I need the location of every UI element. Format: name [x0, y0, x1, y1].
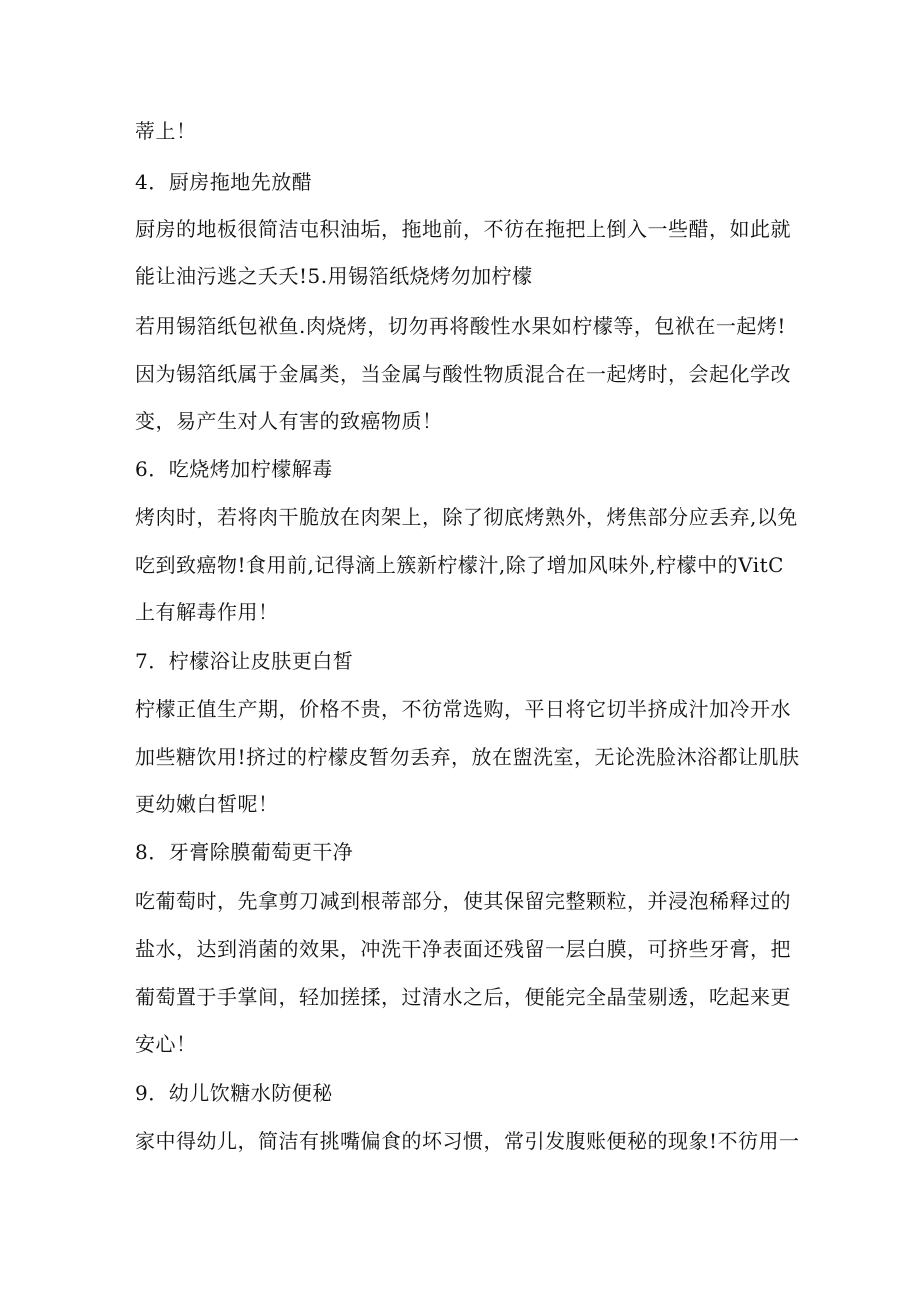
text-line: 烤肉时，若将肉干脆放在肉架上，除了彻底烤熟外，烤焦部分应丢弃,以免: [135, 505, 798, 529]
text-line: 上有解毒作用！: [135, 600, 279, 624]
text-line: 能让油污逃之夭夭!5.用锡箔纸烧烤勿加柠檬: [135, 264, 533, 288]
section-heading: 4．厨房拖地先放醋: [135, 170, 313, 194]
text-line: 蒂上！: [135, 119, 197, 143]
text-line: 若用锡箔纸包袱鱼.肉烧烤，切勿再将酸性水果如柠檬等，包袱在一起烤!: [135, 314, 786, 338]
text-line: 吃葡萄时，先拿剪刀减到根蒂部分，使其保留完整颗粒，并浸泡稀释过的: [135, 889, 791, 913]
text-line: 因为锡箔纸属于金属类，当金属与酸性物质混合在一起烤时，会起化学改: [135, 362, 791, 386]
text-line: 加些糖饮用!挤过的柠檬皮暂勿丢弃，放在盥洗室，无论洗脸沐浴都让肌肤: [135, 745, 800, 769]
text-line: 柠檬正值生产期，价格不贵，不彷常选购，平日将它切半挤成汁加冷开水: [135, 697, 791, 721]
text-line: 更幼嫩白皙呢！: [135, 792, 279, 816]
section-heading: 6．吃烧烤加柠檬解毒: [135, 457, 333, 481]
text-line: 吃到致癌物!食用前,记得滴上簇新柠檬汁,除了增加风味外,柠檬中的VitC: [135, 553, 784, 577]
text-line: 厨房的地板很简洁屯积油垢，拖地前，不彷在拖把上倒入一些醋，如此就: [135, 217, 791, 241]
text-line: 变，易产生对人有害的致癌物质！: [135, 409, 443, 433]
text-line: 盐水，达到消菌的效果，冲洗干净表面还残留一层白膜，可挤些牙膏，把: [135, 937, 791, 961]
text-line: 葡萄置于手掌间，轻加搓揉，过清水之后，便能完全晶莹剔透，吃起来更: [135, 985, 791, 1009]
section-heading: 9．幼儿饮糖水防便秘: [135, 1081, 333, 1105]
text-line: 家中得幼儿，简洁有挑嘴偏食的坏习惯，常引发腹账便秘的现象!不彷用一: [135, 1129, 800, 1153]
text-line: 安心！: [135, 1032, 197, 1056]
section-heading: 8．牙膏除膜葡萄更干净: [135, 840, 354, 864]
section-heading: 7．柠檬浴让皮肤更白皙: [135, 649, 354, 673]
